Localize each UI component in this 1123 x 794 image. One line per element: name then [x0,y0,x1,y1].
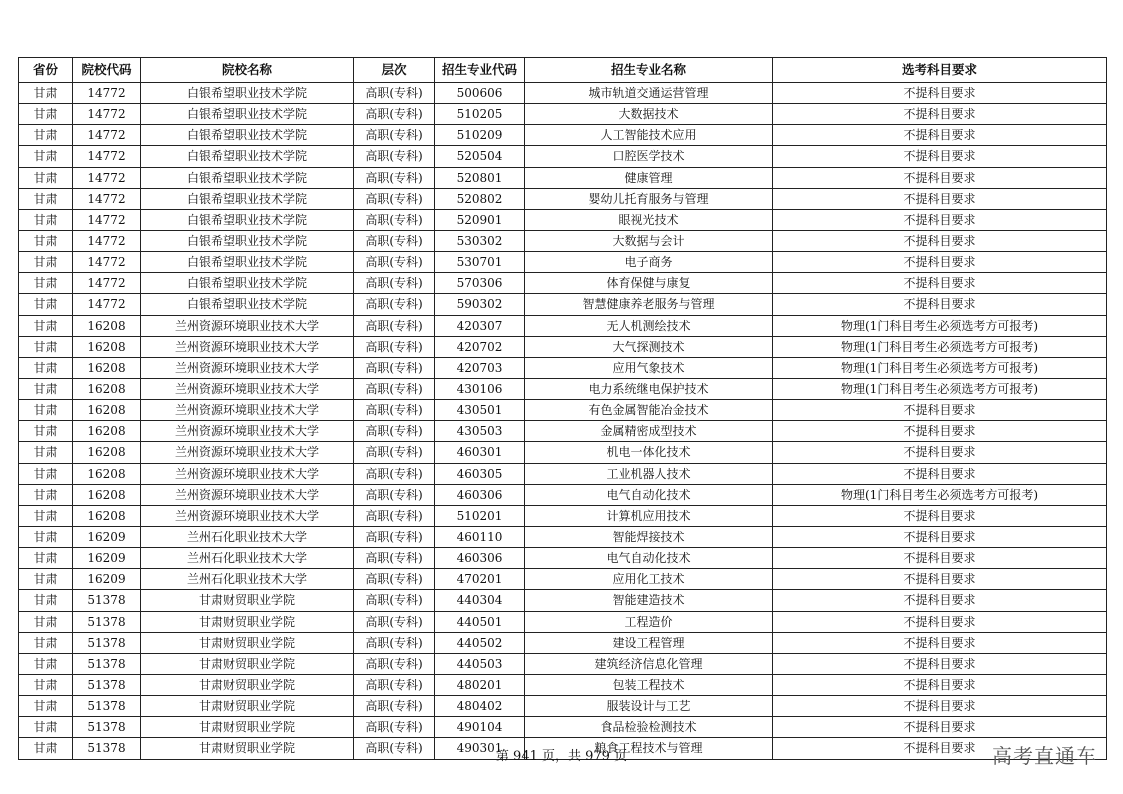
cell-level: 高职(专科) [354,526,435,547]
cell-major-name: 计算机应用技术 [525,505,773,526]
cell-level: 高职(专科) [354,696,435,717]
cell-major-code: 460301 [435,442,525,463]
cell-province: 甘肃 [19,146,73,167]
cell-province: 甘肃 [19,167,73,188]
table-row [19,653,1107,674]
cell-province: 甘肃 [19,548,73,569]
cell-school-name: 兰州资源环境职业技术大学 [141,442,354,463]
cell-school-code: 14772 [73,230,141,251]
cell-major-name: 电气自动化技术 [525,484,773,505]
cell-school-name: 兰州资源环境职业技术大学 [141,463,354,484]
cell-subject-requirement: 不提科目要求 [773,569,1107,590]
cell-subject-requirement: 不提科目要求 [773,632,1107,653]
cell-subject-requirement: 不提科目要求 [773,209,1107,230]
cell-level: 高职(专科) [354,442,435,463]
cell-major-code: 510205 [435,104,525,125]
cell-province: 甘肃 [19,230,73,251]
table-row [19,569,1107,590]
cell-major-code: 520504 [435,146,525,167]
table-header-row [19,58,1107,83]
cell-school-name: 兰州资源环境职业技术大学 [141,357,354,378]
cell-subject-requirement: 不提科目要求 [773,273,1107,294]
cell-province: 甘肃 [19,717,73,738]
cell-province: 甘肃 [19,505,73,526]
cell-level: 高职(专科) [354,611,435,632]
cell-school-code: 14772 [73,104,141,125]
header-level: 层次 [354,58,435,83]
cell-subject-requirement: 不提科目要求 [773,505,1107,526]
table-row [19,336,1107,357]
table-row [19,484,1107,505]
cell-school-name: 兰州资源环境职业技术大学 [141,400,354,421]
cell-subject-requirement: 不提科目要求 [773,738,1107,759]
cell-level: 高职(专科) [354,378,435,399]
cell-subject-requirement: 不提科目要求 [773,696,1107,717]
cell-school-code: 16208 [73,421,141,442]
cell-school-name: 白银希望职业技术学院 [141,273,354,294]
cell-school-code: 16208 [73,505,141,526]
cell-level: 高职(专科) [354,505,435,526]
cell-school-code: 16208 [73,357,141,378]
cell-province: 甘肃 [19,484,73,505]
cell-school-code: 51378 [73,611,141,632]
cell-subject-requirement: 物理(1门科目考生必须选考方可报考) [773,336,1107,357]
cell-major-code: 440501 [435,611,525,632]
cell-major-name: 建设工程管理 [525,632,773,653]
cell-school-code: 16208 [73,336,141,357]
cell-major-code: 480402 [435,696,525,717]
cell-major-name: 金属精密成型技术 [525,421,773,442]
cell-school-code: 14772 [73,273,141,294]
cell-major-code: 520901 [435,209,525,230]
cell-major-code: 460110 [435,526,525,547]
cell-subject-requirement: 不提科目要求 [773,167,1107,188]
table-row [19,230,1107,251]
cell-level: 高职(专科) [354,209,435,230]
cell-major-name: 智能焊接技术 [525,526,773,547]
cell-level: 高职(专科) [354,632,435,653]
cell-level: 高职(专科) [354,463,435,484]
cell-level: 高职(专科) [354,167,435,188]
cell-subject-requirement: 不提科目要求 [773,421,1107,442]
cell-major-code: 530701 [435,252,525,273]
cell-level: 高职(专科) [354,738,435,759]
cell-school-code: 16208 [73,378,141,399]
cell-subject-requirement: 不提科目要求 [773,146,1107,167]
cell-major-name: 眼视光技术 [525,209,773,230]
cell-province: 甘肃 [19,209,73,230]
cell-major-code: 460305 [435,463,525,484]
cell-school-name: 兰州资源环境职业技术大学 [141,484,354,505]
table-row [19,548,1107,569]
cell-level: 高职(专科) [354,717,435,738]
cell-province: 甘肃 [19,738,73,759]
header-major-code: 招生专业代码 [435,58,525,83]
cell-major-code: 440304 [435,590,525,611]
cell-major-name: 大数据与会计 [525,230,773,251]
cell-subject-requirement: 物理(1门科目考生必须选考方可报考) [773,484,1107,505]
cell-province: 甘肃 [19,273,73,294]
cell-major-name: 粮食工程技术与管理 [525,738,773,759]
table-row [19,463,1107,484]
cell-school-name: 兰州石化职业技术大学 [141,526,354,547]
cell-school-name: 兰州石化职业技术大学 [141,569,354,590]
cell-school-code: 14772 [73,188,141,209]
table-row [19,104,1107,125]
table-row [19,611,1107,632]
cell-school-name: 甘肃财贸职业学院 [141,696,354,717]
table-row [19,188,1107,209]
cell-province: 甘肃 [19,188,73,209]
cell-subject-requirement: 物理(1门科目考生必须选考方可报考) [773,315,1107,336]
table-row [19,167,1107,188]
cell-school-code: 14772 [73,209,141,230]
cell-school-name: 兰州资源环境职业技术大学 [141,378,354,399]
cell-school-name: 白银希望职业技术学院 [141,252,354,273]
cell-province: 甘肃 [19,590,73,611]
cell-subject-requirement: 不提科目要求 [773,442,1107,463]
cell-school-code: 14772 [73,125,141,146]
cell-school-code: 14772 [73,294,141,315]
cell-province: 甘肃 [19,632,73,653]
cell-level: 高职(专科) [354,336,435,357]
cell-school-code: 51378 [73,653,141,674]
cell-school-name: 白银希望职业技术学院 [141,104,354,125]
cell-major-code: 530302 [435,230,525,251]
cell-school-name: 白银希望职业技术学院 [141,83,354,104]
cell-province: 甘肃 [19,653,73,674]
cell-school-name: 白银希望职业技术学院 [141,146,354,167]
cell-level: 高职(专科) [354,653,435,674]
table-row [19,273,1107,294]
table-row [19,505,1107,526]
cell-school-code: 16208 [73,442,141,463]
cell-subject-requirement: 物理(1门科目考生必须选考方可报考) [773,357,1107,378]
cell-school-code: 51378 [73,674,141,695]
header-province: 省份 [19,58,73,83]
cell-province: 甘肃 [19,463,73,484]
cell-subject-requirement: 不提科目要求 [773,104,1107,125]
cell-major-code: 500606 [435,83,525,104]
cell-major-code: 420702 [435,336,525,357]
cell-major-name: 智慧健康养老服务与管理 [525,294,773,315]
cell-major-code: 440502 [435,632,525,653]
cell-school-name: 甘肃财贸职业学院 [141,653,354,674]
cell-major-name: 食品检验检测技术 [525,717,773,738]
cell-subject-requirement: 不提科目要求 [773,188,1107,209]
watermark: 高考直通车 [992,744,1097,768]
cell-school-name: 甘肃财贸职业学院 [141,738,354,759]
table-row [19,421,1107,442]
cell-school-code: 51378 [73,717,141,738]
cell-school-code: 16209 [73,569,141,590]
cell-subject-requirement: 不提科目要求 [773,230,1107,251]
cell-province: 甘肃 [19,569,73,590]
cell-level: 高职(专科) [354,83,435,104]
cell-province: 甘肃 [19,674,73,695]
cell-major-name: 建筑经济信息化管理 [525,653,773,674]
cell-level: 高职(专科) [354,104,435,125]
cell-level: 高职(专科) [354,400,435,421]
cell-school-code: 51378 [73,738,141,759]
cell-major-name: 服装设计与工艺 [525,696,773,717]
cell-major-code: 440503 [435,653,525,674]
cell-subject-requirement: 不提科目要求 [773,526,1107,547]
cell-major-code: 520802 [435,188,525,209]
cell-major-code: 590302 [435,294,525,315]
cell-major-code: 430501 [435,400,525,421]
header-school-code: 院校代码 [73,58,141,83]
table-row [19,632,1107,653]
cell-major-name: 工业机器人技术 [525,463,773,484]
table-row [19,674,1107,695]
cell-major-code: 420307 [435,315,525,336]
cell-school-code: 16208 [73,484,141,505]
cell-major-code: 460306 [435,484,525,505]
cell-school-code: 16208 [73,400,141,421]
cell-province: 甘肃 [19,315,73,336]
cell-major-name: 智能建造技术 [525,590,773,611]
cell-level: 高职(专科) [354,294,435,315]
cell-subject-requirement: 不提科目要求 [773,674,1107,695]
page-number: 第 941 页，共 979 页 [495,749,628,764]
table-row [19,125,1107,146]
cell-level: 高职(专科) [354,357,435,378]
cell-major-name: 口腔医学技术 [525,146,773,167]
cell-school-code: 14772 [73,167,141,188]
table-row [19,442,1107,463]
cell-province: 甘肃 [19,526,73,547]
cell-major-code: 430106 [435,378,525,399]
table-row [19,696,1107,717]
cell-school-code: 51378 [73,590,141,611]
cell-school-name: 兰州资源环境职业技术大学 [141,315,354,336]
table-row [19,590,1107,611]
cell-major-code: 480201 [435,674,525,695]
cell-level: 高职(专科) [354,590,435,611]
cell-major-name: 健康管理 [525,167,773,188]
cell-province: 甘肃 [19,83,73,104]
cell-subject-requirement: 不提科目要求 [773,400,1107,421]
cell-major-code: 430503 [435,421,525,442]
cell-school-code: 14772 [73,146,141,167]
cell-major-name: 人工智能技术应用 [525,125,773,146]
cell-major-name: 无人机测绘技术 [525,315,773,336]
cell-school-code: 51378 [73,632,141,653]
cell-major-code: 470201 [435,569,525,590]
cell-major-code: 520801 [435,167,525,188]
cell-province: 甘肃 [19,336,73,357]
cell-level: 高职(专科) [354,146,435,167]
cell-school-name: 甘肃财贸职业学院 [141,611,354,632]
cell-level: 高职(专科) [354,230,435,251]
cell-major-name: 体育保健与康复 [525,273,773,294]
cell-school-name: 白银希望职业技术学院 [141,230,354,251]
cell-level: 高职(专科) [354,188,435,209]
cell-subject-requirement: 不提科目要求 [773,125,1107,146]
cell-province: 甘肃 [19,696,73,717]
cell-subject-requirement: 不提科目要求 [773,252,1107,273]
cell-major-code: 510209 [435,125,525,146]
cell-province: 甘肃 [19,104,73,125]
cell-major-code: 490104 [435,717,525,738]
cell-school-name: 兰州资源环境职业技术大学 [141,421,354,442]
cell-province: 甘肃 [19,294,73,315]
cell-school-code: 16209 [73,548,141,569]
cell-school-name: 白银希望职业技术学院 [141,167,354,188]
cell-school-code: 16208 [73,463,141,484]
cell-school-code: 14772 [73,252,141,273]
cell-major-name: 婴幼儿托育服务与管理 [525,188,773,209]
admissions-table [18,57,1107,760]
cell-level: 高职(专科) [354,569,435,590]
cell-major-name: 应用气象技术 [525,357,773,378]
cell-subject-requirement: 不提科目要求 [773,294,1107,315]
cell-school-name: 白银希望职业技术学院 [141,209,354,230]
cell-province: 甘肃 [19,400,73,421]
cell-school-name: 甘肃财贸职业学院 [141,632,354,653]
cell-subject-requirement: 不提科目要求 [773,548,1107,569]
table-row [19,526,1107,547]
cell-province: 甘肃 [19,378,73,399]
cell-province: 甘肃 [19,611,73,632]
table-row [19,252,1107,273]
cell-major-code: 460306 [435,548,525,569]
cell-major-name: 电力系统继电保护技术 [525,378,773,399]
cell-major-code: 420703 [435,357,525,378]
cell-school-name: 甘肃财贸职业学院 [141,674,354,695]
cell-level: 高职(专科) [354,484,435,505]
cell-major-name: 工程造价 [525,611,773,632]
cell-school-code: 16209 [73,526,141,547]
cell-school-name: 兰州石化职业技术大学 [141,548,354,569]
cell-school-name: 兰州资源环境职业技术大学 [141,505,354,526]
cell-school-name: 白银希望职业技术学院 [141,188,354,209]
cell-subject-requirement: 不提科目要求 [773,590,1107,611]
cell-province: 甘肃 [19,252,73,273]
table-row [19,717,1107,738]
cell-school-name: 白银希望职业技术学院 [141,125,354,146]
cell-province: 甘肃 [19,125,73,146]
cell-school-name: 兰州资源环境职业技术大学 [141,336,354,357]
cell-major-name: 电子商务 [525,252,773,273]
cell-major-name: 电气自动化技术 [525,548,773,569]
cell-school-name: 甘肃财贸职业学院 [141,717,354,738]
cell-level: 高职(专科) [354,421,435,442]
cell-level: 高职(专科) [354,548,435,569]
table-row [19,315,1107,336]
cell-subject-requirement: 不提科目要求 [773,463,1107,484]
cell-major-code: 570306 [435,273,525,294]
cell-province: 甘肃 [19,421,73,442]
cell-school-name: 白银希望职业技术学院 [141,294,354,315]
cell-level: 高职(专科) [354,252,435,273]
table-row [19,83,1107,104]
cell-level: 高职(专科) [354,674,435,695]
table-row [19,209,1107,230]
table-row [19,294,1107,315]
cell-major-code: 510201 [435,505,525,526]
cell-level: 高职(专科) [354,273,435,294]
header-major-name: 招生专业名称 [525,58,773,83]
cell-subject-requirement: 不提科目要求 [773,653,1107,674]
cell-level: 高职(专科) [354,315,435,336]
table-row [19,400,1107,421]
cell-major-name: 城市轨道交通运营管理 [525,83,773,104]
header-school-name: 院校名称 [141,58,354,83]
cell-major-name: 应用化工技术 [525,569,773,590]
cell-province: 甘肃 [19,442,73,463]
cell-school-code: 51378 [73,696,141,717]
header-subject-requirement: 选考科目要求 [773,58,1107,83]
cell-subject-requirement: 不提科目要求 [773,83,1107,104]
table-row [19,357,1107,378]
cell-subject-requirement: 物理(1门科目考生必须选考方可报考) [773,378,1107,399]
cell-major-code: 490301 [435,738,525,759]
cell-school-code: 14772 [73,83,141,104]
cell-major-name: 有色金属智能冶金技术 [525,400,773,421]
cell-major-name: 包装工程技术 [525,674,773,695]
cell-major-name: 大气探测技术 [525,336,773,357]
cell-level: 高职(专科) [354,125,435,146]
cell-province: 甘肃 [19,357,73,378]
cell-subject-requirement: 不提科目要求 [773,717,1107,738]
cell-major-name: 机电一体化技术 [525,442,773,463]
cell-school-name: 甘肃财贸职业学院 [141,590,354,611]
cell-school-code: 16208 [73,315,141,336]
table-row [19,146,1107,167]
table-row [19,378,1107,399]
cell-subject-requirement: 不提科目要求 [773,611,1107,632]
cell-major-name: 大数据技术 [525,104,773,125]
